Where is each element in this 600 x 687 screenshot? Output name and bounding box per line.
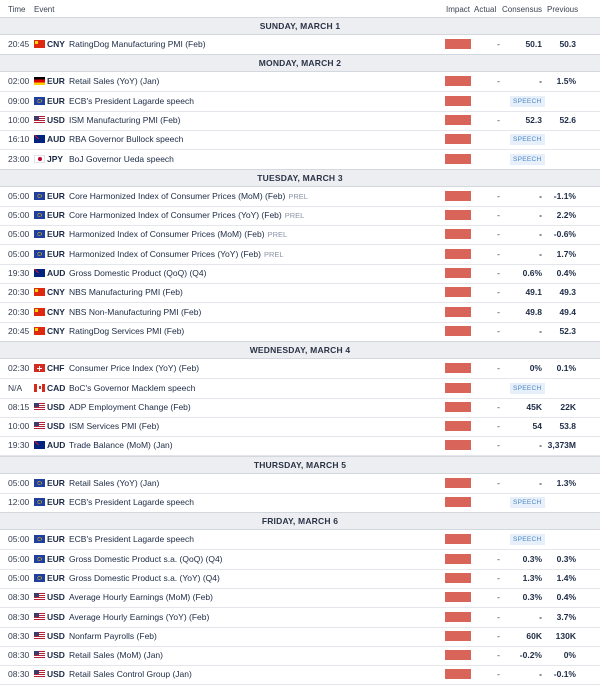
currency-code: USD (47, 592, 65, 603)
event-time: 08:30 (8, 592, 30, 603)
event-title: RBA Governor Bullock speech (69, 134, 184, 145)
event-time: 05:00 (8, 210, 30, 221)
previous-value: 0.4% (556, 592, 576, 603)
currency-code: JPY (47, 153, 64, 164)
impact-high-bar (445, 326, 471, 336)
impact-high-bar (445, 554, 471, 564)
currency-code: AUD (47, 268, 66, 278)
event-name[interactable] (69, 35, 206, 54)
event-time: 05:00 (8, 477, 30, 488)
event-name[interactable] (69, 92, 194, 111)
currency-code: USD (47, 650, 65, 661)
cny-flag-icon (34, 308, 45, 316)
impact-high-bar (445, 592, 471, 602)
event-name[interactable] (69, 550, 223, 569)
currency-code: CNY (47, 287, 65, 298)
event-row[interactable] (0, 187, 600, 207)
cad-flag-icon (34, 384, 45, 392)
previous-value: 22K (560, 401, 576, 412)
event-title: Gross Domestic Product s.a. (QoQ) (Q4) (69, 553, 223, 564)
speech-badge: SPEECH (510, 534, 545, 545)
consensus-value: - (539, 248, 542, 259)
consensus-value: 49.1 (525, 287, 542, 298)
previous-value: 3.7% (556, 611, 576, 622)
event-name[interactable] (69, 588, 213, 607)
event-time: 08:30 (8, 630, 30, 641)
impact-high-bar (445, 134, 471, 144)
consensus-value: - (539, 440, 542, 451)
impact-high-bar (445, 39, 471, 49)
eur-flag-icon (34, 97, 45, 105)
event-title: ECB's President Lagarde speech (69, 95, 194, 106)
previous-value: -1.1% (553, 190, 576, 201)
event-row[interactable] (0, 322, 600, 342)
actual-value: - (497, 630, 500, 641)
consensus-value: - (539, 76, 542, 87)
impact-high-bar (445, 497, 471, 507)
event-name[interactable] (69, 417, 159, 436)
consensus-value: - (539, 477, 542, 488)
impact-high-bar (445, 287, 471, 297)
event-title: ISM Services PMI (Feb) (69, 421, 160, 432)
day-header: MONDAY, MARCH 2 (0, 54, 600, 72)
actual-value: - (497, 287, 500, 298)
column-consensus[interactable]: Consensus (502, 5, 543, 14)
consensus-value: -0.2% (519, 650, 542, 661)
event-row[interactable] (0, 283, 600, 303)
actual-value: - (497, 477, 500, 488)
eur-flag-icon (34, 211, 45, 219)
event-name[interactable] (69, 608, 209, 627)
event-name[interactable] (69, 150, 174, 169)
event-time: 08:30 (8, 611, 30, 622)
event-title: BoC's Governor Macklem speech (69, 382, 196, 393)
event-name[interactable] (69, 225, 287, 244)
prel-tag: PREL (284, 211, 305, 221)
speech-badge: SPEECH (510, 134, 545, 145)
event-title: ISM Manufacturing PMI (Feb) (69, 114, 181, 125)
impact-high-bar (445, 191, 471, 201)
event-name[interactable] (69, 303, 201, 322)
event-row[interactable] (0, 130, 600, 150)
previous-value: 0.4% (556, 268, 576, 278)
eur-flag-icon (34, 498, 45, 506)
event-time: 20:30 (8, 306, 30, 317)
event-name[interactable] (69, 245, 284, 264)
consensus-value: - (539, 325, 542, 336)
event-title: Gross Domestic Product (QoQ) (Q4) (69, 268, 207, 278)
event-row[interactable] (0, 665, 600, 685)
impact-high-bar (445, 631, 471, 641)
actual-value: - (497, 440, 500, 451)
usd-flag-icon (34, 670, 45, 678)
currency-code: EUR (47, 248, 65, 259)
previous-value: 49.4 (559, 306, 576, 317)
event-name[interactable] (69, 627, 157, 646)
aud-flag-icon (34, 441, 45, 449)
previous-value: 53.8 (559, 421, 576, 432)
usd-flag-icon (34, 632, 45, 640)
cny-flag-icon (34, 40, 45, 48)
actual-value: - (497, 572, 500, 583)
eur-flag-icon (34, 555, 45, 563)
event-time: 08:15 (8, 401, 30, 412)
event-row[interactable] (0, 588, 600, 608)
event-time: 10:00 (8, 421, 30, 432)
currency-code: AUD (47, 440, 66, 451)
column-actual[interactable]: Actual (474, 5, 497, 14)
currency-code: EUR (47, 572, 65, 583)
eur-flag-icon (34, 479, 45, 487)
event-title: NBS Manufacturing PMI (Feb) (69, 287, 183, 298)
event-title: Trade Balance (MoM) (Jan) (69, 440, 173, 451)
currency-code: CNY (47, 306, 65, 317)
usd-flag-icon (34, 593, 45, 601)
speech-badge: SPEECH (510, 383, 545, 394)
speech-badge: SPEECH (510, 497, 545, 508)
event-time: 12:00 (8, 497, 30, 507)
event-time: 19:30 (8, 268, 30, 278)
actual-value: - (497, 325, 500, 336)
previous-value: 130K (555, 630, 576, 641)
event-name[interactable] (69, 187, 308, 206)
impact-high-bar (445, 478, 471, 488)
consensus-value: - (539, 210, 542, 221)
consensus-value: 0.6% (522, 268, 542, 278)
event-time: 20:45 (8, 325, 30, 336)
event-name[interactable] (69, 474, 159, 493)
consensus-value: 0.3% (522, 592, 542, 603)
impact-high-bar (445, 268, 471, 278)
event-title: Retail Sales Control Group (Jan) (69, 669, 192, 680)
event-time: 05:00 (8, 572, 30, 583)
event-name[interactable] (69, 436, 173, 455)
event-name[interactable] (69, 530, 194, 549)
impact-high-bar (445, 669, 471, 679)
actual-value: - (497, 306, 500, 317)
event-title: RatingDog Manufacturing PMI (Feb) (69, 39, 206, 49)
impact-high-bar (445, 249, 471, 259)
event-name[interactable] (69, 72, 159, 91)
eur-de-flag-icon (34, 77, 45, 85)
event-row[interactable] (0, 436, 600, 456)
day-header: WEDNESDAY, MARCH 4 (0, 341, 600, 359)
event-time: 16:10 (8, 134, 30, 145)
event-title: ECB's President Lagarde speech (69, 534, 194, 545)
currency-code: USD (47, 669, 65, 680)
consensus-value: 0.3% (522, 553, 542, 564)
consensus-value: - (539, 190, 542, 201)
event-time: 05:00 (8, 229, 30, 240)
event-name[interactable] (69, 130, 183, 149)
event-title: Retail Sales (YoY) (Jan) (69, 76, 160, 87)
event-title: Gross Domestic Product s.a. (YoY) (Q4) (69, 572, 220, 583)
consensus-value: 52.3 (525, 114, 542, 125)
previous-value: 0.1% (556, 363, 576, 374)
actual-value: - (497, 39, 500, 49)
impact-high-bar (445, 363, 471, 373)
previous-value: 1.3% (556, 477, 576, 488)
event-row[interactable] (0, 530, 600, 550)
eur-flag-icon (34, 192, 45, 200)
currency-code: EUR (47, 477, 65, 488)
column-event[interactable]: Event (34, 5, 55, 14)
actual-value: - (497, 401, 500, 412)
event-row[interactable] (0, 474, 600, 494)
impact-high-bar (445, 421, 471, 431)
aud-flag-icon (34, 269, 45, 277)
currency-code: EUR (47, 553, 65, 564)
event-name[interactable] (69, 206, 304, 225)
event-time: 19:30 (8, 440, 30, 451)
actual-value: - (497, 363, 500, 374)
event-row[interactable] (0, 111, 600, 131)
consensus-value: 54 (532, 421, 542, 432)
event-row[interactable] (0, 550, 600, 570)
consensus-value: 0% (529, 363, 542, 374)
currency-code: CHF (47, 363, 65, 374)
event-title: Retail Sales (MoM) (Jan) (69, 650, 163, 661)
actual-value: - (497, 76, 500, 87)
currency-code: USD (47, 401, 65, 412)
previous-value: 1.4% (556, 572, 576, 583)
event-title: ADP Employment Change (Feb) (69, 401, 191, 412)
actual-value: - (497, 248, 500, 259)
impact-high-bar (445, 402, 471, 412)
currency-code: CAD (47, 382, 66, 393)
previous-value: 1.5% (556, 76, 576, 87)
event-row[interactable] (0, 264, 600, 284)
jpy-flag-icon (34, 155, 45, 163)
impact-high-bar (445, 96, 471, 106)
event-title: Average Hourly Earnings (MoM) (Feb) (69, 592, 213, 603)
event-name[interactable] (69, 646, 163, 665)
event-time: 02:00 (8, 76, 30, 87)
day-header: TUESDAY, MARCH 3 (0, 169, 600, 187)
impact-high-bar (445, 307, 471, 317)
currency-code: EUR (47, 190, 65, 201)
day-header: THURSDAY, MARCH 5 (0, 456, 600, 474)
eur-flag-icon (34, 535, 45, 543)
currency-code: CNY (47, 325, 65, 336)
event-time: 05:00 (8, 534, 30, 545)
usd-flag-icon (34, 422, 45, 430)
event-name[interactable] (69, 359, 199, 378)
impact-high-bar (445, 650, 471, 660)
impact-high-bar (445, 383, 471, 393)
currency-code: EUR (47, 76, 65, 87)
event-time: N/A (8, 382, 23, 393)
impact-high-bar (445, 76, 471, 86)
actual-value: - (497, 592, 500, 603)
event-time: 10:00 (8, 114, 30, 125)
event-name[interactable] (69, 379, 195, 398)
event-row[interactable] (0, 569, 600, 589)
column-time[interactable]: Time (8, 5, 26, 14)
event-row[interactable] (0, 206, 600, 226)
actual-value: - (497, 553, 500, 564)
event-time: 02:30 (8, 363, 30, 374)
previous-value: -0.1% (553, 669, 576, 680)
event-time: 20:30 (8, 287, 30, 298)
event-time: 08:30 (8, 650, 30, 661)
event-row[interactable] (0, 225, 600, 245)
consensus-value: 50.1 (525, 39, 542, 49)
previous-value: 52.6 (559, 114, 576, 125)
event-name[interactable] (69, 665, 192, 684)
event-row[interactable] (0, 72, 600, 92)
event-title: BoJ Governor Ueda speech (69, 153, 174, 164)
event-title: NBS Non-Manufacturing PMI (Feb) (69, 306, 202, 317)
event-title: Harmonized Index of Consumer Prices (MoM) (Feb) (69, 229, 265, 240)
actual-value: - (497, 421, 500, 432)
event-name[interactable] (69, 283, 183, 302)
actual-value: - (497, 669, 500, 680)
impact-high-bar (445, 573, 471, 583)
consensus-value: - (539, 229, 542, 240)
previous-value: 50.3 (559, 39, 576, 49)
consensus-value: 60K (526, 630, 542, 641)
event-row[interactable] (0, 398, 600, 418)
currency-code: AUD (47, 134, 66, 145)
event-time: 05:00 (8, 553, 30, 564)
consensus-value: 1.3% (522, 572, 542, 583)
currency-code: EUR (47, 497, 65, 507)
chf-flag-icon (34, 364, 45, 372)
currency-code: CNY (47, 39, 65, 49)
currency-code: EUR (47, 229, 65, 240)
currency-code: USD (47, 114, 65, 125)
consensus-value: - (539, 669, 542, 680)
currency-code: USD (47, 630, 65, 641)
previous-value: 0.3% (556, 553, 576, 564)
event-row[interactable] (0, 608, 600, 628)
previous-value: 1.7% (556, 248, 576, 259)
impact-high-bar (445, 229, 471, 239)
cny-flag-icon (34, 327, 45, 335)
event-name[interactable] (69, 322, 184, 341)
consensus-value: - (539, 611, 542, 622)
prel-tag: PREL (267, 230, 288, 240)
currency-code: USD (47, 611, 65, 622)
previous-value: -0.6% (553, 229, 576, 240)
event-row[interactable] (0, 417, 600, 437)
consensus-value: 49.8 (525, 306, 542, 317)
event-title: ECB's President Lagarde speech (69, 497, 194, 507)
impact-high-bar (445, 534, 471, 544)
prel-tag: PREL (263, 249, 284, 259)
day-header: FRIDAY, MARCH 6 (0, 512, 600, 530)
event-row[interactable] (0, 493, 600, 513)
previous-value: 3,373M (547, 440, 576, 451)
usd-flag-icon (34, 651, 45, 659)
impact-high-bar (445, 115, 471, 125)
event-row[interactable] (0, 92, 600, 112)
event-title: Average Hourly Earnings (YoY) (Feb) (69, 611, 210, 622)
prel-tag: PREL (288, 191, 308, 201)
eur-flag-icon (34, 230, 45, 238)
event-time: 20:45 (8, 39, 30, 49)
impact-high-bar (445, 210, 471, 220)
eur-flag-icon (34, 574, 45, 582)
usd-flag-icon (34, 613, 45, 621)
event-title: Consumer Price Index (YoY) (Feb) (69, 363, 200, 374)
speech-badge: SPEECH (510, 96, 545, 107)
event-time: 08:30 (8, 669, 30, 680)
column-previous[interactable]: Previous (547, 5, 579, 14)
event-name[interactable] (69, 264, 206, 283)
event-name[interactable] (69, 493, 194, 512)
actual-value: - (497, 210, 500, 221)
event-row[interactable] (0, 379, 600, 399)
actual-value: - (497, 650, 500, 661)
impact-high-bar (445, 154, 471, 164)
event-name[interactable] (69, 569, 220, 588)
event-title: Nonfarm Payrolls (Feb) (69, 630, 157, 641)
column-header (0, 0, 600, 18)
event-title: Core Harmonized Index of Consumer Prices (YoY) (Feb) (69, 210, 282, 221)
impact-high-bar (445, 440, 471, 450)
event-time: 09:00 (8, 95, 30, 106)
eur-flag-icon (34, 250, 45, 258)
event-name[interactable] (69, 398, 191, 417)
impact-high-bar (445, 612, 471, 622)
actual-value: - (497, 114, 500, 125)
day-header: SUNDAY, MARCH 1 (0, 17, 600, 35)
event-name[interactable] (69, 111, 180, 130)
event-row[interactable] (0, 627, 600, 647)
usd-flag-icon (34, 116, 45, 124)
consensus-value: 45K (526, 401, 542, 412)
event-title: Core Harmonized Index of Consumer Prices (MoM) (Feb) (69, 190, 286, 201)
cny-flag-icon (34, 288, 45, 296)
previous-value: 49.3 (559, 287, 576, 298)
actual-value: - (497, 611, 500, 622)
event-row[interactable] (0, 245, 600, 265)
event-row[interactable] (0, 303, 600, 323)
aud-flag-icon (34, 135, 45, 143)
actual-value: - (497, 268, 500, 278)
usd-flag-icon (34, 403, 45, 411)
event-time: 05:00 (8, 190, 30, 201)
currency-code: EUR (47, 210, 65, 221)
event-title: RatingDog Services PMI (Feb) (69, 325, 185, 336)
event-title: Retail Sales (YoY) (Jan) (69, 477, 160, 488)
column-impact[interactable]: Impact (446, 5, 471, 14)
speech-badge: SPEECH (510, 154, 545, 165)
event-row[interactable] (0, 150, 600, 170)
previous-value: 0% (563, 650, 576, 661)
previous-value: 52.3 (559, 325, 576, 336)
event-row[interactable] (0, 359, 600, 379)
currency-code: USD (47, 421, 65, 432)
actual-value: - (497, 190, 500, 201)
currency-code: EUR (47, 534, 65, 545)
event-row[interactable] (0, 35, 600, 55)
actual-value: - (497, 229, 500, 240)
currency-code: EUR (47, 95, 65, 106)
event-time: 05:00 (8, 248, 30, 259)
event-row[interactable] (0, 646, 600, 666)
event-title: Harmonized Index of Consumer Prices (YoY) (Feb) (69, 248, 261, 259)
event-time: 23:00 (8, 153, 30, 164)
previous-value: 2.2% (556, 210, 576, 221)
